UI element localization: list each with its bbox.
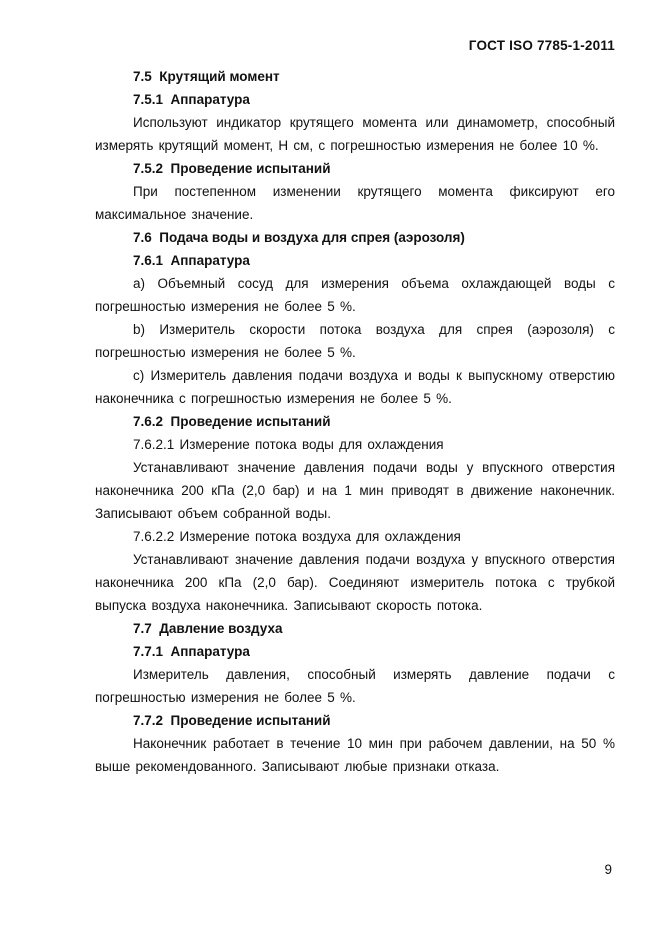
section-heading-7-6: 7.6 Подача воды и воздуха для спрея (аэрозоля): [133, 230, 465, 245]
list-item-a: a) Объемный сосуд для измерения объема охлаждающей воды с погрешностью измерения не более 5 %.: [95, 276, 615, 314]
section-heading-7-7-2: 7.7.2 Проведение испытаний: [133, 713, 331, 728]
page-number: 9: [604, 862, 612, 877]
subsection-title-7-6-2-1: 7.6.2.1 Измерение потока воды для охлаждения: [133, 437, 444, 452]
paragraph: Устанавливают значение давления подачи воды у впускного отверстия наконечника 200 кПа (2,0 бар) и на 1 мин приводят в движение наконечник. Записывают объем собранной воды.: [95, 460, 615, 521]
subsection-title-7-6-2-2: 7.6.2.2 Измерение потока воздуха для охлаждения: [133, 529, 461, 544]
section-heading-7-6-1: 7.6.1 Аппаратура: [133, 253, 250, 268]
paragraph: Устанавливают значение давления подачи воздуха у впускного отверстия наконечника 200 кПа (2,0 бар). Соединяют измеритель потока с трубкой выпуска воздуха наконечника. Записывают скорость потока.: [95, 552, 615, 613]
running-header: ГОСТ ISO 7785-1-2011: [468, 38, 615, 53]
section-heading-7-5: 7.5 Крутящий момент: [133, 69, 280, 84]
section-heading-7-6-2: 7.6.2 Проведение испытаний: [133, 414, 331, 429]
paragraph: Наконечник работает в течение 10 мин при рабочем давлении, на 50 % выше рекомендованного. Записывают любые признаки отказа.: [95, 736, 615, 774]
paragraph: Используют индикатор крутящего момента или динамометр, способный измерять крутящий момент, Н см, с погрешностью измерения не более 10 %.: [95, 115, 615, 153]
paragraph: При постепенном изменении крутящего момента фиксируют его максимальное значение.: [95, 184, 615, 222]
document-body: [95, 65, 615, 778]
list-item-c: c) Измеритель давления подачи воздуха и воды к выпускному отверстию наконечника с погрешностью измерения не более 5 %.: [95, 368, 615, 406]
list-item-b: b) Измеритель скорости потока воздуха для спрея (аэрозоля) с погрешностью измерения не более 5 %.: [95, 322, 615, 360]
section-heading-7-7: 7.7 Давление воздуха: [133, 621, 283, 636]
section-heading-7-5-1: 7.5.1 Аппаратура: [133, 92, 250, 107]
section-heading-7-7-1: 7.7.1 Аппаратура: [133, 644, 250, 659]
paragraph: Измеритель давления, способный измерять давление подачи с погрешностью измерения не более 5 %.: [95, 667, 615, 705]
section-heading-7-5-2: 7.5.2 Проведение испытаний: [133, 161, 331, 176]
